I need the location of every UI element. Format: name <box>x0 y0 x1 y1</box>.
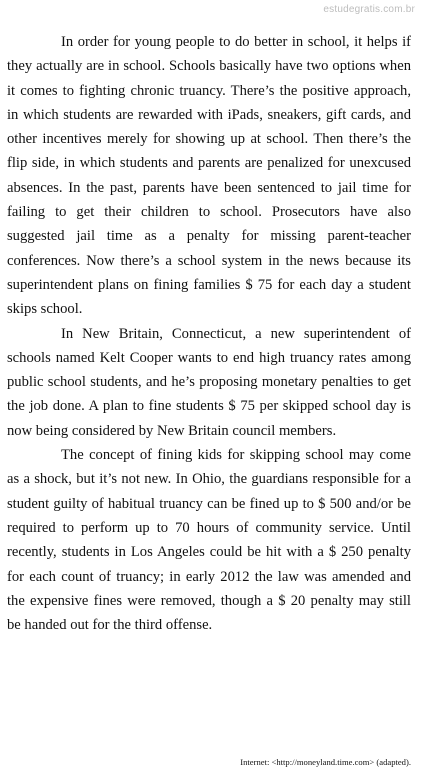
source-citation: Internet: <http://moneyland.time.com> (adapted). <box>240 757 411 767</box>
paragraph-fines-history: The concept of fining kids for skipping school may come as a shock, but it’s not new. In Ohio, the guardians responsible for a student guilty of habitual truancy can be fined up to $ 500 and/or be required to perform up to 70 hours of community service. Until recently, students in Los Angeles could be hit with a $ 250 penalty for each count of truancy; in early 2012 the law was amended and the expensive fines were removed, though a $ 20 penalty may still be handed out for the third offense. <box>7 447 411 634</box>
article-body <box>0 30 421 637</box>
site-watermark: estudegratis.com.br <box>323 4 415 15</box>
paragraph-new-britain: In New Britain, Connecticut, a new superintendent of schools named Kelt Cooper wants to end high truancy rates among public school students, and he’s proposing monetary penalties to get the job done. A plan to fine students $ 75 per skipped school day is now being considered by New Britain council members. <box>7 325 411 439</box>
paragraph-truancy-options: In order for young people to do better in school, it helps if they actually are in school. Schools basically have two options when it comes to fighting chronic truancy. There’s the positive approach, in which students are rewarded with iPads, sneakers, gift cards, and other incentives merely for showing up at school. Then there’s the flip side, in which students and parents are penalized for unexcused absences. In the past, parents have been sentenced to jail time for failing to get their children to school. Prosecutors have also suggested jail time as a penalty for missing parent-teacher conferences. Now there’s a school system in the news because its superintendent plans on fining families $ 75 for each day a student skips school. <box>7 34 411 318</box>
